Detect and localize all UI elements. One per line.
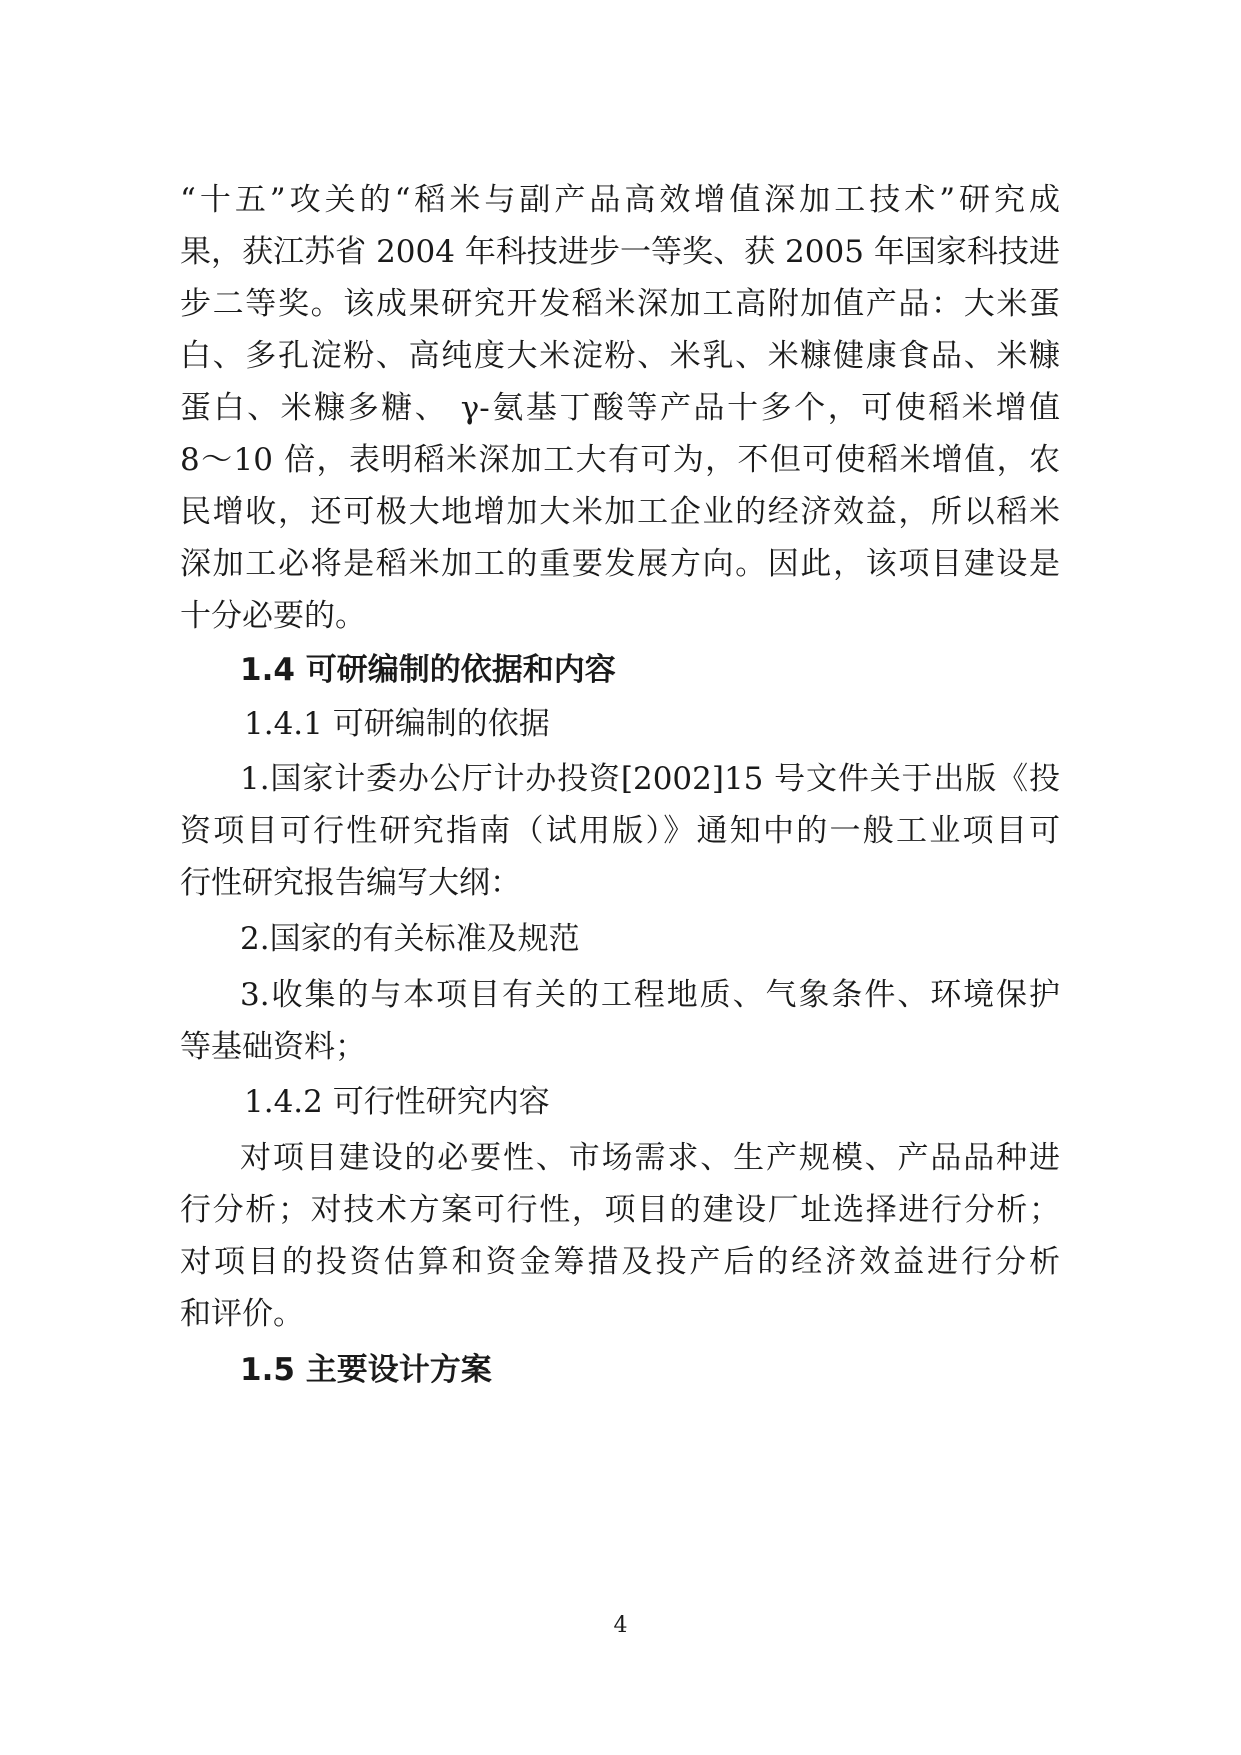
paragraph-line: 8～10 倍，表明稻米深加工大有可为，不但可使稻米增值，农 [180,442,1060,478]
paragraph-line: 和评价。 [180,1296,304,1332]
page-number: 4 [613,1613,628,1638]
list-item-1-line: 1.国家计委办公厅计办投资[2002]15 号文件关于出版《投 [240,761,1060,797]
subsection-heading-1-4-1: 1.4.1 可研编制的依据 [244,706,550,742]
paragraph-line: “十五”攻关的“稻米与副产品高效增值深加工技术”研究成 [180,182,1060,218]
list-item-1-line: 资项目可行性研究指南（试用版）》通知中的一般工业项目可 [180,813,1060,849]
list-item-1-line: 行性研究报告编写大纲： [180,865,521,901]
paragraph-line: 十分必要的。 [180,598,366,634]
paragraph-line: 白、多孔淀粉、高纯度大米淀粉、米乳、米糠健康食品、米糠 [180,338,1060,374]
list-item-3-line: 等基础资料； [180,1029,366,1065]
list-item-2: 2.国家的有关标准及规范 [240,921,580,957]
paragraph-line: 民增收，还可极大地增加大米加工企业的经济效益，所以稻米 [180,494,1060,530]
paragraph-line: 果，获江苏省 2004 年科技进步一等奖、获 2005 年国家科技进 [180,234,1060,270]
paragraph-line: 深加工必将是稻米加工的重要发展方向。因此，该项目建设是 [180,546,1060,582]
paragraph-line: 对项目的投资估算和资金筹措及投产后的经济效益进行分析 [180,1244,1060,1280]
paragraph-line: 对项目建设的必要性、市场需求、生产规模、产品品种进 [240,1140,1060,1176]
section-heading-1-4: 1.4 可研编制的依据和内容 [240,652,616,688]
subsection-heading-1-4-2: 1.4.2 可行性研究内容 [244,1084,550,1120]
section-heading-1-5: 1.5 主要设计方案 [240,1352,492,1388]
paragraph-line: 蛋白、米糠多糖、 γ-氨基丁酸等产品十多个，可使稻米增值 [180,390,1060,426]
paragraph-line: 步二等奖。该成果研究开发稻米深加工高附加值产品：大米蛋 [180,286,1060,322]
list-item-3-line: 3.收集的与本项目有关的工程地质、气象条件、环境保护 [240,977,1060,1013]
paragraph-line: 行分析；对技术方案可行性，项目的建设厂址选择进行分析； [180,1192,1060,1228]
